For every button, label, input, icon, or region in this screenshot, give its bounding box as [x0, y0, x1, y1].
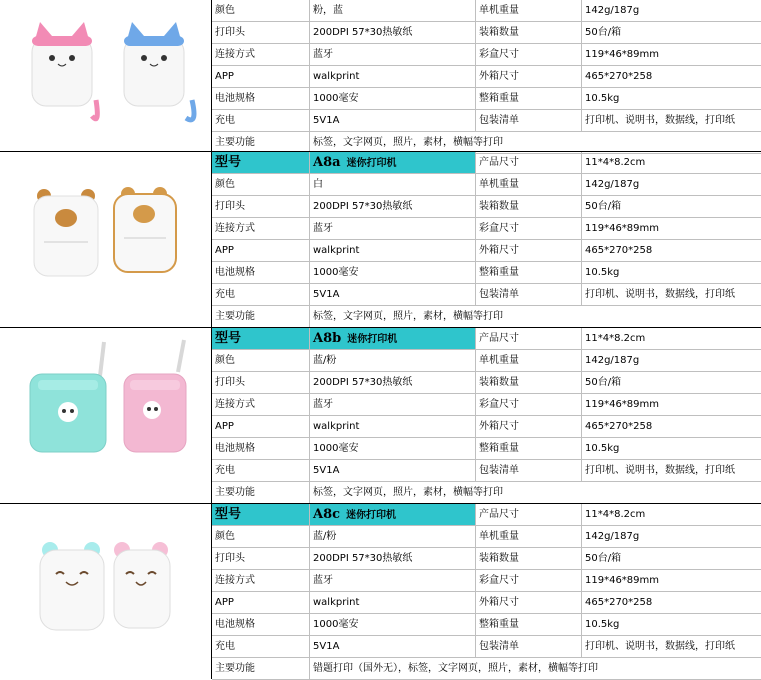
- spec-value: 10.5kg: [585, 93, 620, 104]
- model-header-row: [212, 504, 761, 526]
- spec-row: [212, 548, 761, 570]
- spec-value: 5V1A: [310, 284, 476, 305]
- spec-row: [212, 394, 761, 416]
- spec-value: 142g/187g: [585, 531, 640, 542]
- spec-value: 蓝牙: [310, 570, 476, 591]
- spec-value: 1000毫安: [310, 438, 476, 459]
- function-row: [212, 306, 761, 328]
- spec-row: [212, 22, 761, 44]
- function-row: [212, 658, 761, 680]
- spec-label: 颜色: [212, 526, 310, 547]
- printer-pair-icon: [0, 328, 211, 503]
- spec-label: 单机重量: [476, 0, 582, 21]
- spec-value: 142g/187g: [585, 179, 640, 190]
- spec-value: 打印机、说明书，数据线，打印纸: [585, 465, 735, 476]
- model-label: 型号: [212, 328, 310, 349]
- spec-value: 打印机、说明书，数据线，打印纸: [585, 289, 735, 300]
- spec-label: 充电: [212, 110, 310, 131]
- spec-value: 10.5kg: [585, 619, 620, 630]
- spec-value: 200DPI 57*30热敏纸: [310, 372, 476, 393]
- spec-label: 彩盒尺寸: [476, 394, 582, 415]
- spec-label: 电池规格: [212, 438, 310, 459]
- spec-row: [212, 416, 761, 438]
- spec-value: 465*270*258: [585, 245, 653, 256]
- model-label: 型号: [212, 152, 310, 173]
- function-value: 标签，文字网页，照片，素材，横幅等打印: [313, 311, 503, 322]
- spec-label: 连接方式: [212, 570, 310, 591]
- spec-value: 5V1A: [310, 110, 476, 131]
- spec-label: 充电: [212, 460, 310, 481]
- spec-value: 11*4*8.2cm: [585, 333, 646, 344]
- model-code: A8b: [313, 331, 342, 346]
- function-label: 主要功能: [212, 658, 310, 679]
- spec-label: 打印头: [212, 548, 310, 569]
- spec-row: [212, 526, 761, 548]
- spec-label: 产品尺寸: [476, 152, 582, 173]
- spec-value: walkprint: [310, 240, 476, 261]
- model-subtitle: 迷你打印机: [346, 158, 397, 169]
- spec-value: 119*46*89mm: [585, 575, 660, 586]
- spec-value: 200DPI 57*30热敏纸: [310, 196, 476, 217]
- spec-value: 打印机、说明书，数据线，打印纸: [585, 641, 735, 652]
- spec-label: 整箱重量: [476, 438, 582, 459]
- spec-value: 11*4*8.2cm: [585, 509, 646, 520]
- spec-row: [212, 262, 761, 284]
- function-value: 标签，文字网页，照片，素材，横幅等打印: [313, 487, 503, 498]
- spec-label: 装箱数量: [476, 196, 582, 217]
- spec-label: 外箱尺寸: [476, 416, 582, 437]
- spec-value: 打印机、说明书，数据线，打印纸: [585, 115, 735, 126]
- spec-value: 142g/187g: [585, 355, 640, 366]
- spec-label: 包装清单: [476, 110, 582, 131]
- spec-row: [212, 372, 761, 394]
- spec-row: [212, 44, 761, 66]
- spec-label: 彩盒尺寸: [476, 44, 582, 65]
- spec-label: 装箱数量: [476, 548, 582, 569]
- spec-row: [212, 460, 761, 482]
- spec-label: APP: [212, 592, 310, 613]
- spec-label: 外箱尺寸: [476, 240, 582, 261]
- product-image-cell: [0, 504, 212, 679]
- spec-label: 打印头: [212, 372, 310, 393]
- spec-label: 连接方式: [212, 218, 310, 239]
- model-name: [310, 328, 476, 349]
- spec-value: 1000毫安: [310, 614, 476, 635]
- function-value: 错题打印（国外无），标签，文字网页，照片，素材，横幅等打印: [313, 663, 598, 674]
- function-label: 主要功能: [212, 306, 310, 327]
- product-block-0: [0, 0, 761, 151]
- spec-label: APP: [212, 416, 310, 437]
- spec-value: 10.5kg: [585, 267, 620, 278]
- spec-label: 外箱尺寸: [476, 66, 582, 87]
- spec-value: 200DPI 57*30热敏纸: [310, 22, 476, 43]
- spec-value: 119*46*89mm: [585, 223, 660, 234]
- model-code: A8a: [313, 155, 341, 170]
- spec-value: 粉，蓝: [310, 0, 476, 21]
- spec-label: 充电: [212, 284, 310, 305]
- spec-value: 465*270*258: [585, 421, 653, 432]
- product-image-cell: [0, 152, 212, 327]
- spec-label: 彩盒尺寸: [476, 570, 582, 591]
- model-subtitle: 迷你打印机: [347, 334, 398, 345]
- spec-value: 白: [310, 174, 476, 195]
- spec-row: [212, 218, 761, 240]
- spec-label: 电池规格: [212, 262, 310, 283]
- product-block-a8c: [0, 504, 761, 679]
- spec-label: 颜色: [212, 174, 310, 195]
- spec-row: [212, 614, 761, 636]
- spec-value: walkprint: [310, 416, 476, 437]
- spec-value: 蓝/粉: [310, 350, 476, 371]
- spec-label: 包装清单: [476, 636, 582, 657]
- spec-value: 119*46*89mm: [585, 49, 660, 60]
- spec-value: 蓝牙: [310, 218, 476, 239]
- spec-row: [212, 0, 761, 22]
- spec-value: 200DPI 57*30热敏纸: [310, 548, 476, 569]
- spec-label: APP: [212, 66, 310, 87]
- spec-label: 充电: [212, 636, 310, 657]
- model-header-row: [212, 328, 761, 350]
- spec-label: 打印头: [212, 196, 310, 217]
- spec-row: [212, 570, 761, 592]
- spec-label: 单机重量: [476, 526, 582, 547]
- spec-label: 单机重量: [476, 350, 582, 371]
- spec-label: APP: [212, 240, 310, 261]
- spec-label: 整箱重量: [476, 262, 582, 283]
- function-label: 主要功能: [212, 132, 310, 153]
- spec-value: 5V1A: [310, 636, 476, 657]
- spec-row: [212, 110, 761, 132]
- spec-label: 装箱数量: [476, 372, 582, 393]
- spec-row: [212, 196, 761, 218]
- spec-row: [212, 636, 761, 658]
- spec-label: 包装清单: [476, 284, 582, 305]
- spec-label: 连接方式: [212, 394, 310, 415]
- spec-value: 1000毫安: [310, 262, 476, 283]
- function-row: [212, 482, 761, 504]
- spec-label: 整箱重量: [476, 614, 582, 635]
- spec-value: 1000毫安: [310, 88, 476, 109]
- model-code: A8c: [313, 507, 341, 522]
- spec-label: 电池规格: [212, 88, 310, 109]
- spec-label: 彩盒尺寸: [476, 218, 582, 239]
- spec-row: [212, 240, 761, 262]
- spec-label: 连接方式: [212, 44, 310, 65]
- spec-row: [212, 438, 761, 460]
- spec-value: 465*270*258: [585, 597, 653, 608]
- bear-printer-pair-icon: [0, 152, 211, 327]
- spec-row: [212, 66, 761, 88]
- spec-value: 142g/187g: [585, 5, 640, 16]
- spec-label: 产品尺寸: [476, 504, 582, 525]
- spec-label: 产品尺寸: [476, 328, 582, 349]
- spec-label: 整箱重量: [476, 88, 582, 109]
- spec-label: 包装清单: [476, 460, 582, 481]
- spec-value: 50台/箱: [585, 201, 622, 212]
- model-subtitle: 迷你打印机: [346, 510, 397, 521]
- product-image-cell: [0, 328, 212, 503]
- spec-value: walkprint: [310, 66, 476, 87]
- function-label: 主要功能: [212, 482, 310, 503]
- rabbit-printer-pair-icon: [0, 504, 211, 679]
- spec-value: 50台/箱: [585, 553, 622, 564]
- spec-row: [212, 284, 761, 306]
- model-name: [310, 152, 476, 173]
- spec-value: 蓝/粉: [310, 526, 476, 547]
- model-label: 型号: [212, 504, 310, 525]
- spec-value: 50台/箱: [585, 27, 622, 38]
- spec-row: [212, 350, 761, 372]
- function-value: 标签，文字网页，照片，素材，横幅等打印: [313, 137, 503, 148]
- spec-value: 119*46*89mm: [585, 399, 660, 410]
- spec-label: 装箱数量: [476, 22, 582, 43]
- product-block-a8b: [0, 328, 761, 503]
- product-image-cell: [0, 0, 212, 151]
- spec-label: 外箱尺寸: [476, 592, 582, 613]
- product-block-a8a: [0, 152, 761, 327]
- spec-value: 10.5kg: [585, 443, 620, 454]
- cat-printer-pair-icon: [0, 0, 211, 151]
- spec-value: 50台/箱: [585, 377, 622, 388]
- model-name: [310, 504, 476, 525]
- spec-value: 蓝牙: [310, 394, 476, 415]
- spec-label: 电池规格: [212, 614, 310, 635]
- spec-row: [212, 174, 761, 196]
- spec-value: 11*4*8.2cm: [585, 157, 646, 168]
- spec-value: walkprint: [310, 592, 476, 613]
- spec-value: 蓝牙: [310, 44, 476, 65]
- spec-label: 颜色: [212, 350, 310, 371]
- spec-label: 颜色: [212, 0, 310, 21]
- spec-label: 打印头: [212, 22, 310, 43]
- spec-value: 465*270*258: [585, 71, 653, 82]
- spec-row: [212, 88, 761, 110]
- model-header-row: [212, 152, 761, 174]
- spec-row: [212, 592, 761, 614]
- spec-value: 5V1A: [310, 460, 476, 481]
- spec-label: 单机重量: [476, 174, 582, 195]
